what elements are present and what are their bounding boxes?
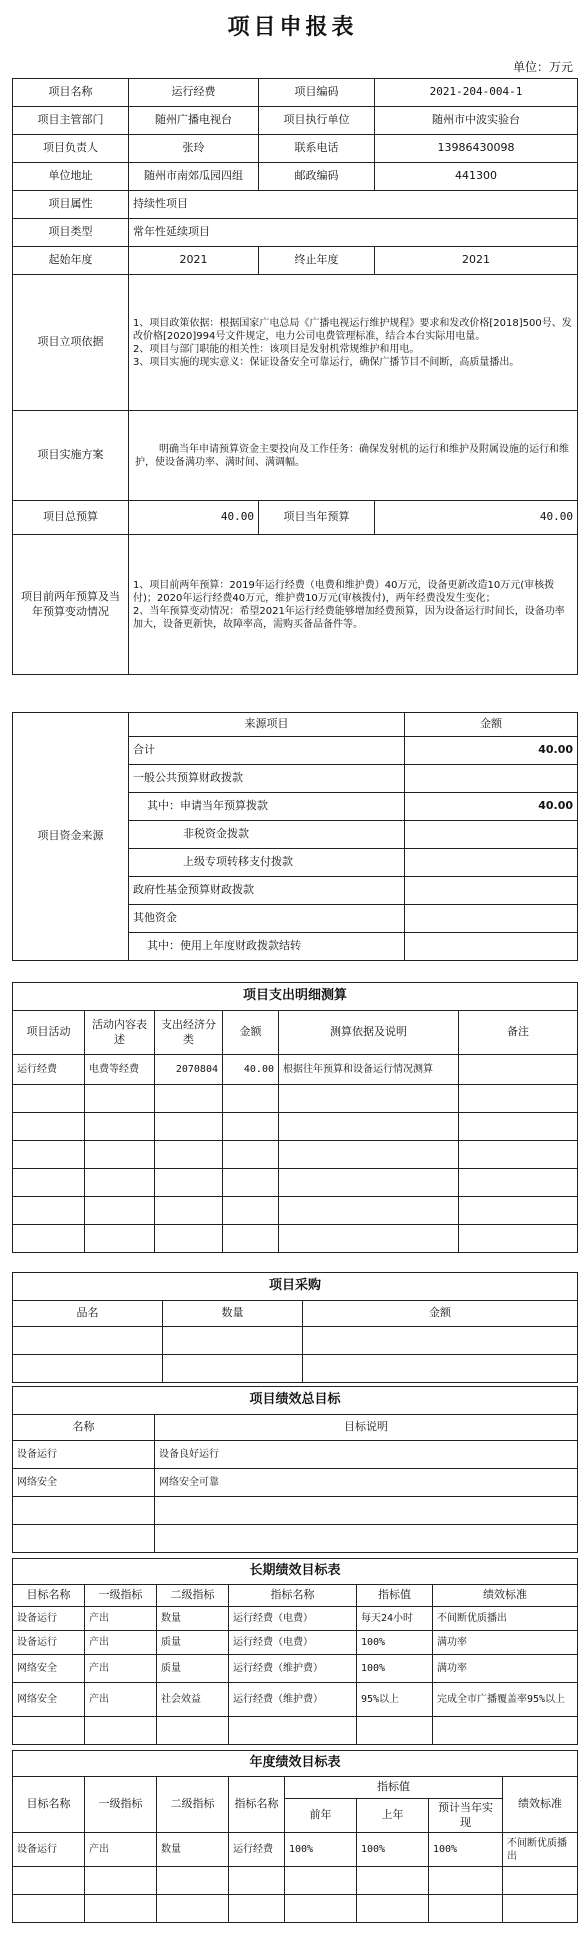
table-row [13, 1113, 578, 1141]
attr-value: 持续性项目 [129, 191, 578, 219]
start-value: 2021 [129, 247, 259, 275]
annual-subheader: 前年 [285, 1799, 357, 1833]
longterm-cell: 每天24小时 [357, 1607, 433, 1631]
expense-header: 项目活动 [13, 1011, 85, 1055]
annual-cell: 100% [357, 1833, 429, 1867]
longterm-header: 绩效标准 [433, 1585, 578, 1607]
longterm-cell: 100% [357, 1655, 433, 1683]
annual-header: 指标名称 [229, 1777, 285, 1833]
table-row [13, 1525, 578, 1553]
post-value: 441300 [375, 163, 578, 191]
longterm-cell: 运行经费（电费） [229, 1607, 357, 1631]
longterm-cell: 产出 [85, 1683, 157, 1717]
annual-cell: 100% [285, 1833, 357, 1867]
end-value: 2021 [375, 247, 578, 275]
annual-header: 目标名称 [13, 1777, 85, 1833]
expense-header: 支出经济分类 [155, 1011, 223, 1055]
annual-section-title: 年度绩效目标表 [13, 1751, 578, 1777]
fund-row-name: 政府性基金预算财政拨款 [129, 877, 405, 905]
longterm-cell: 质量 [157, 1631, 229, 1655]
fund-row-amount [405, 877, 578, 905]
expense-cell [459, 1055, 578, 1085]
plan-label: 项目实施方案 [13, 411, 129, 501]
year-budget-label: 项目当年预算 [259, 501, 375, 535]
purchase-section-title: 项目采购 [13, 1273, 578, 1301]
overall-goal-table [12, 1386, 578, 1553]
fund-row-amount: 40.00 [405, 793, 578, 821]
total-label: 项目总预算 [13, 501, 129, 535]
longterm-cell: 设备运行 [13, 1607, 85, 1631]
page-title: 项目申报表 [227, 15, 358, 40]
fund-row-amount: 40.00 [405, 737, 578, 765]
project-code-value: 2021-204-004-1 [375, 79, 578, 107]
annual-cell: 数量 [157, 1833, 229, 1867]
annual-cell: 不间断优质播出 [503, 1833, 578, 1867]
longterm-cell: 满功率 [433, 1655, 578, 1683]
post-label: 邮政编码 [259, 163, 375, 191]
annual-header: 一级指标 [85, 1777, 157, 1833]
addr-label: 单位地址 [13, 163, 129, 191]
expense-header: 测算依据及说明 [279, 1011, 459, 1055]
expense-header: 金额 [223, 1011, 279, 1055]
overall-cell: 设备运行 [13, 1441, 155, 1469]
longterm-cell: 100% [357, 1631, 433, 1655]
fund-row-amount [405, 933, 578, 961]
overall-cell: 网络安全 [13, 1469, 155, 1497]
expense-cell: 根据往年预算和设备运行情况测算 [279, 1055, 459, 1085]
longterm-cell: 网络安全 [13, 1655, 85, 1683]
annual-cell: 100% [429, 1833, 503, 1867]
longterm-cell: 运行经费（维护费） [229, 1655, 357, 1683]
expense-cell: 40.00 [223, 1055, 279, 1085]
project-name-label: 项目名称 [13, 79, 129, 107]
longterm-cell: 数量 [157, 1607, 229, 1631]
expense-table [12, 982, 578, 1253]
longterm-cell: 设备运行 [13, 1631, 85, 1655]
annual-header: 绩效标准 [503, 1777, 578, 1833]
overall-cell: 设备良好运行 [155, 1441, 578, 1469]
basis-label: 项目立项依据 [13, 275, 129, 411]
expense-cell: 2070804 [155, 1055, 223, 1085]
exec-label: 项目执行单位 [259, 107, 375, 135]
overall-cell: 网络安全可靠 [155, 1469, 578, 1497]
longterm-cell: 质量 [157, 1655, 229, 1683]
fund-row-name: 一般公共预算财政拨款 [129, 765, 405, 793]
longterm-cell: 运行经费（电费） [229, 1631, 357, 1655]
type-label: 项目类型 [13, 219, 129, 247]
longterm-cell: 网络安全 [13, 1683, 85, 1717]
fund-row-name: 上级专项转移支付拨款 [129, 849, 405, 877]
fund-head-source: 来源项目 [129, 713, 405, 737]
longterm-cell: 产出 [85, 1607, 157, 1631]
annual-header: 指标值 [285, 1777, 503, 1799]
start-label: 起始年度 [13, 247, 129, 275]
longterm-cell: 运行经费（维护费） [229, 1683, 357, 1717]
phone-label: 联系电话 [259, 135, 375, 163]
annual-cell: 产出 [85, 1833, 157, 1867]
table-row [13, 1169, 578, 1197]
fund-row-amount [405, 849, 578, 877]
attr-label: 项目属性 [13, 191, 129, 219]
table-row [13, 1225, 578, 1253]
longterm-header: 二级指标 [157, 1585, 229, 1607]
expense-cell: 运行经费 [13, 1055, 85, 1085]
longterm-header: 指标值 [357, 1585, 433, 1607]
year-budget-value: 40.00 [375, 501, 578, 535]
expense-header: 备注 [459, 1011, 578, 1055]
expense-cell: 电费等经费 [85, 1055, 155, 1085]
fund-label: 项目资金来源 [13, 713, 129, 961]
fund-row-amount [405, 905, 578, 933]
longterm-goal-table [12, 1558, 578, 1745]
table-row [13, 1717, 578, 1745]
annual-cell: 设备运行 [13, 1833, 85, 1867]
longterm-cell: 满功率 [433, 1631, 578, 1655]
table-row [13, 1141, 578, 1169]
basic-info-table [12, 78, 578, 675]
table-row [13, 1085, 578, 1113]
expense-header: 活动内容表述 [85, 1011, 155, 1055]
longterm-header: 一级指标 [85, 1585, 157, 1607]
annual-goal-table [12, 1750, 578, 1923]
longterm-section-title: 长期绩效目标表 [13, 1559, 578, 1585]
exec-value: 随州市中波实验台 [375, 107, 578, 135]
phone-value: 13986430098 [375, 135, 578, 163]
annual-cell: 运行经费 [229, 1833, 285, 1867]
table-row [13, 1197, 578, 1225]
dept-value: 随州广播电视台 [129, 107, 259, 135]
change-text: 1、项目前两年预算：2019年运行经费（电费和维护费）40万元，设备更新改造10万元(审核拨付)；2020年运行经费40万元，维护费10万元(审核拨付)，两年经费没发生变化； 2、当年预算变动情况：希望2021年运行经费能够增加经费预算，因为设备运行时间长，设备功率加大，设备更新快，故障率高，需购买备品备件等。 [129, 535, 578, 675]
longterm-cell: 产出 [85, 1631, 157, 1655]
fund-row-amount [405, 765, 578, 793]
annual-subheader: 预计当年实现 [429, 1799, 503, 1833]
table-row [13, 1355, 578, 1383]
fund-row-amount [405, 821, 578, 849]
fund-source-table [12, 712, 578, 961]
leader-value: 张玲 [129, 135, 259, 163]
longterm-cell: 产出 [85, 1655, 157, 1683]
annual-subheader: 上年 [357, 1799, 429, 1833]
table-row [13, 1327, 578, 1355]
longterm-cell: 95%以上 [357, 1683, 433, 1717]
fund-head-amount: 金额 [405, 713, 578, 737]
annual-header: 二级指标 [157, 1777, 229, 1833]
longterm-header: 目标名称 [13, 1585, 85, 1607]
plan-text: 明确当年申请预算资金主要投向及工作任务：确保发射机的运行和维护及附属设施的运行和维护，使设备满功率、满时间、满调幅。 [129, 411, 578, 501]
total-value: 40.00 [129, 501, 259, 535]
end-label: 终止年度 [259, 247, 375, 275]
table-row [13, 1867, 578, 1895]
change-label: 项目前两年预算及当年预算变动情况 [13, 535, 129, 675]
fund-row-name: 合计 [129, 737, 405, 765]
fund-row-name: 其中：使用上年度财政拨款结转 [129, 933, 405, 961]
longterm-cell: 不间断优质播出 [433, 1607, 578, 1631]
expense-section-title: 项目支出明细测算 [13, 983, 578, 1011]
purchase-header: 品名 [13, 1301, 163, 1327]
leader-label: 项目负责人 [13, 135, 129, 163]
addr-value: 随州市南郊瓜园四组 [129, 163, 259, 191]
fund-row-name: 非税资金拨款 [129, 821, 405, 849]
overall-header: 名称 [13, 1415, 155, 1441]
dept-label: 项目主管部门 [13, 107, 129, 135]
type-value: 常年性延续项目 [129, 219, 578, 247]
table-row [13, 1895, 578, 1923]
purchase-header: 数量 [163, 1301, 303, 1327]
table-row [13, 1497, 578, 1525]
fund-row-name: 其中：申请当年预算拨款 [129, 793, 405, 821]
purchase-header: 金额 [303, 1301, 578, 1327]
overall-section-title: 项目绩效总目标 [13, 1387, 578, 1415]
longterm-cell: 社会效益 [157, 1683, 229, 1717]
project-code-label: 项目编码 [259, 79, 375, 107]
basis-text: 1、项目政策依据：根据国家广电总局《广播电视运行维护规程》要求和发改价格[2018]500号、发改价格[2020]994号文件规定，电力公司电费管理标准，结合本台实际用电量。 2、项目与部门职能的相关性：该项目是发射机常规维护和用电。 3、项目实施的现实意义：保证设备安全可靠运行，确保广播节目不间断，高质量播出。 [129, 275, 578, 411]
unit-label: 单位：万元 [512, 60, 573, 74]
longterm-cell: 完成全市广播覆盖率95%以上 [433, 1683, 578, 1717]
longterm-header: 指标名称 [229, 1585, 357, 1607]
purchase-table [12, 1272, 578, 1383]
project-name-value: 运行经费 [129, 79, 259, 107]
fund-row-name: 其他资金 [129, 905, 405, 933]
overall-header: 目标说明 [155, 1415, 578, 1441]
